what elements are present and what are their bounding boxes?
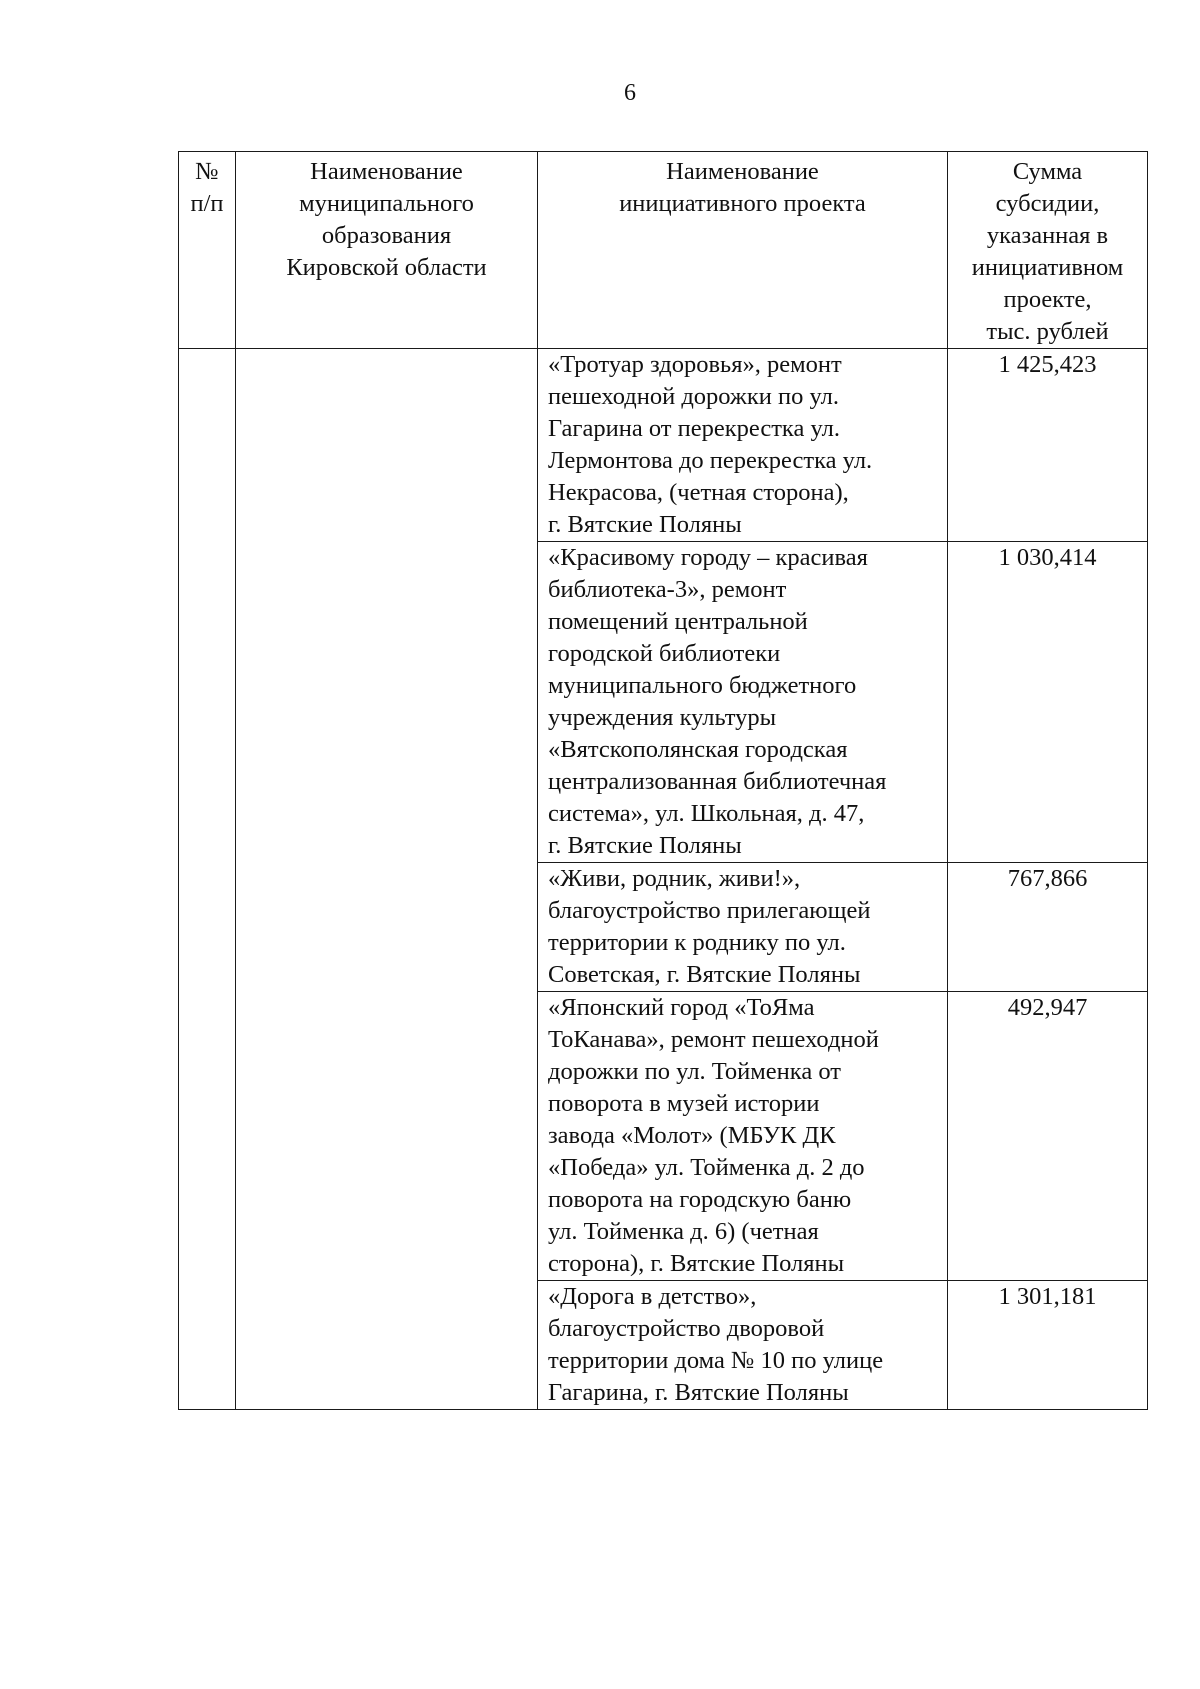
table-row	[179, 542, 1148, 863]
page-number: 6	[624, 80, 636, 106]
row-municipality-cell	[236, 992, 538, 1281]
row-number-cell	[179, 1281, 236, 1410]
row-amount-cell: 1 425,423	[948, 349, 1148, 542]
subsidy-table	[178, 151, 1148, 1410]
row-project-cell: «Живи, родник, живи!», благоустройство прилегающей территории к роднику по ул. Советская, г. Вятские Поляны	[538, 863, 948, 992]
table-header	[179, 152, 1148, 349]
row-number-cell	[179, 992, 236, 1281]
row-project-cell: «Дорога в детство», благоустройство дворовой территории дома № 10 по улице Гагарина, г. Вятские Поляны	[538, 1281, 948, 1410]
header-municipality: Наименование муниципального образования Кировской области	[236, 152, 538, 349]
table-row	[179, 863, 1148, 992]
row-municipality-cell	[236, 1281, 538, 1410]
row-municipality-cell	[236, 863, 538, 992]
row-project-cell: «Японский город «ТоЯма ТоКанава», ремонт пешеходной дорожки по ул. Тойменка от поворота в музей истории завода «Молот» (МБУК ДК «Победа» ул. Тойменка д. 2 до поворота на городскую баню ул. Тойменка д. 6) (четная сторона), г. Вятские Поляны	[538, 992, 948, 1281]
header-project: Наименование инициативного проекта	[538, 152, 948, 349]
row-municipality-cell	[236, 349, 538, 542]
table-row	[179, 349, 1148, 542]
row-amount-cell: 1 301,181	[948, 1281, 1148, 1410]
row-amount-cell: 1 030,414	[948, 542, 1148, 863]
table-body	[179, 349, 1148, 1410]
row-project-cell: «Тротуар здоровья», ремонт пешеходной дорожки по ул. Гагарина от перекрестка ул. Лермонтова до перекрестка ул. Некрасова, (четная сторона), г. Вятские Поляны	[538, 349, 948, 542]
row-number-cell	[179, 542, 236, 863]
row-number-cell	[179, 349, 236, 542]
row-amount-cell: 492,947	[948, 992, 1148, 1281]
table-row	[179, 1281, 1148, 1410]
row-amount-cell: 767,866	[948, 863, 1148, 992]
row-project-cell: «Красивому городу – красивая библиотека-3», ремонт помещений центральной городской библиотеки муниципального бюджетного учреждения культуры «Вятскополянская городская централизованная библиотечная система», ул. Школьная, д. 47, г. Вятские Поляны	[538, 542, 948, 863]
header-row	[179, 152, 1148, 349]
row-municipality-cell	[236, 542, 538, 863]
header-amount: Сумма субсидии, указанная в инициативном проекте, тыс. рублей	[948, 152, 1148, 349]
header-number: № п/п	[179, 152, 236, 349]
table-row	[179, 992, 1148, 1281]
row-number-cell	[179, 863, 236, 992]
